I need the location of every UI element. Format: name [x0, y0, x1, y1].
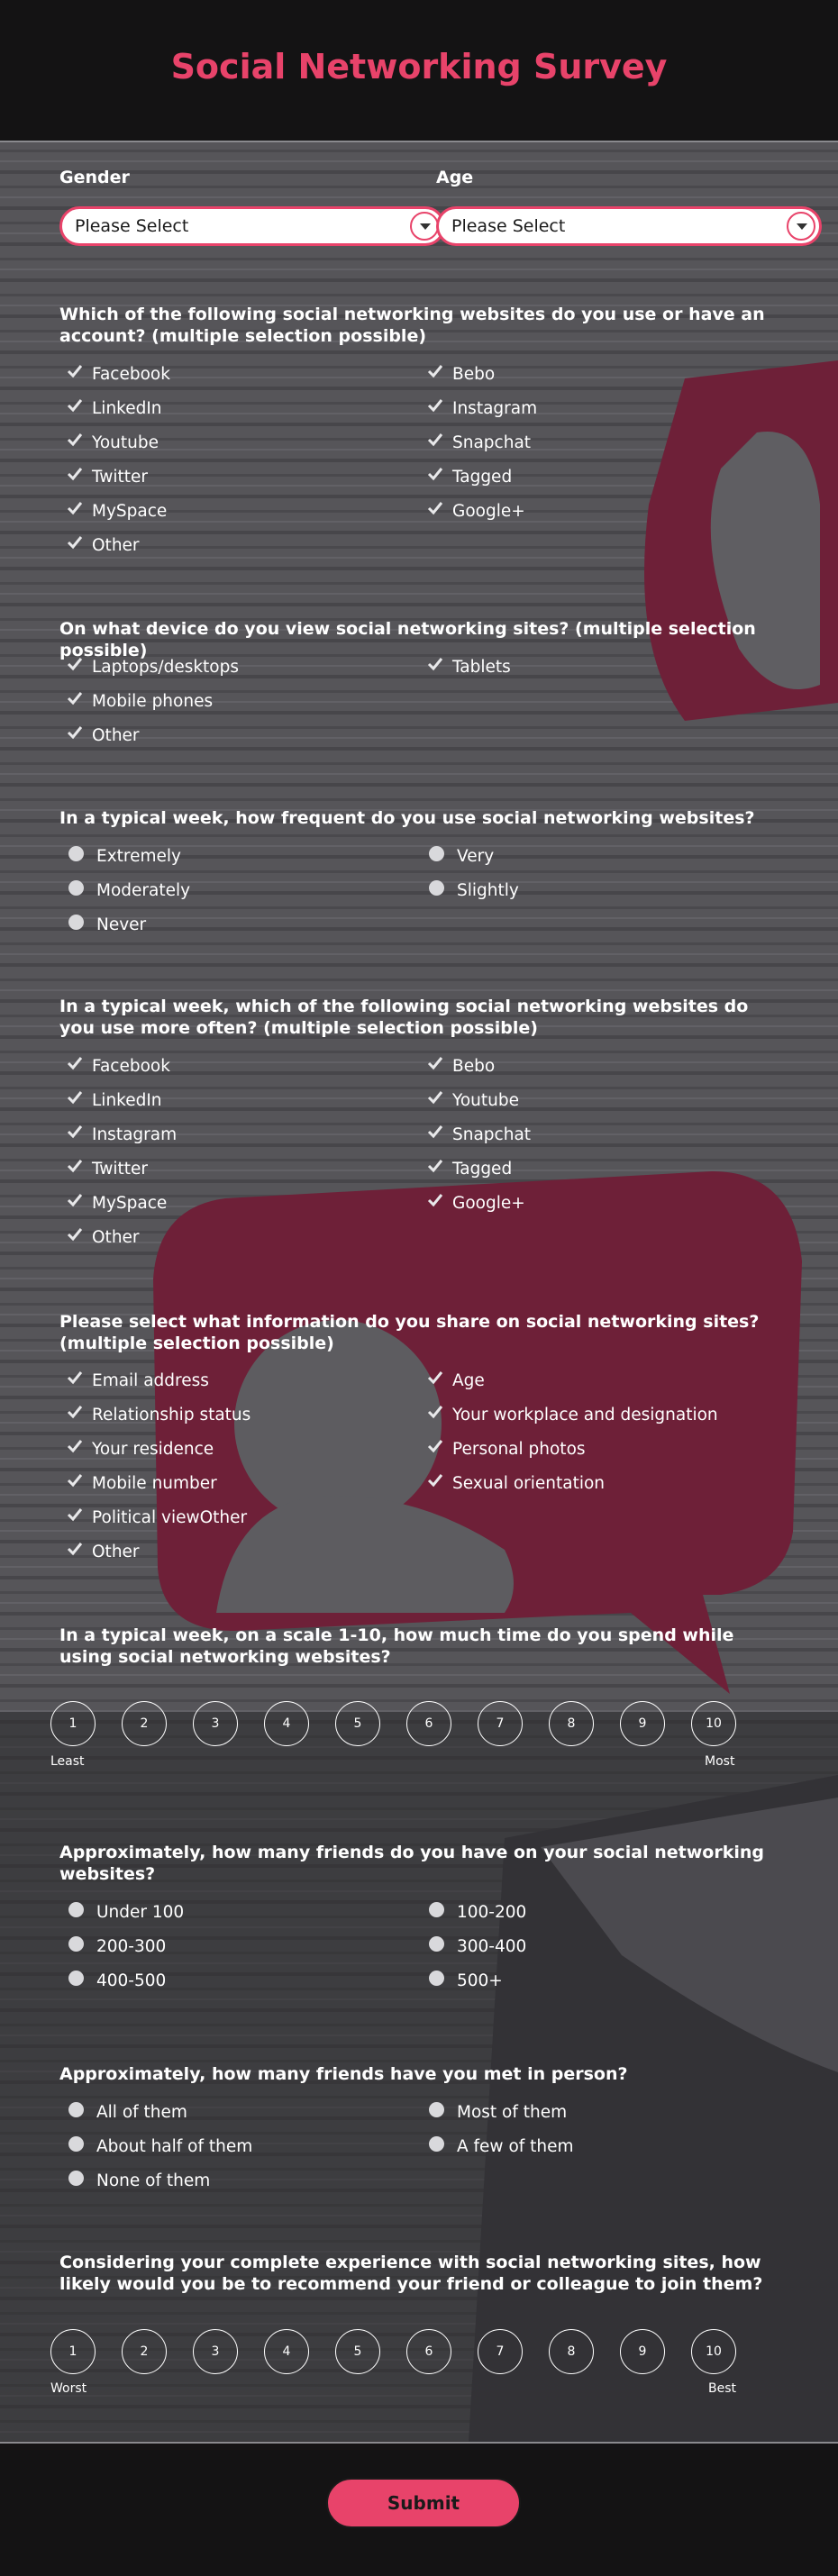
check-icon: [67, 690, 83, 706]
radio-option[interactable]: None of them: [59, 2171, 210, 2190]
check-icon: [67, 1506, 83, 1523]
scale-option[interactable]: 7: [478, 2329, 523, 2374]
checkbox-option[interactable]: Other: [59, 1543, 140, 1561]
scale-option[interactable]: 4: [264, 2329, 309, 2374]
radio-circle[interactable]: [68, 846, 84, 861]
check-icon: [67, 500, 83, 516]
question-friends-met: Approximately, how many friends have you met in person?: [59, 2064, 628, 2084]
checkbox-option[interactable]: Twitter: [59, 468, 148, 487]
check-icon: [427, 1192, 443, 1208]
radio-circle[interactable]: [429, 2102, 444, 2117]
scale-option[interactable]: 4: [264, 1701, 309, 1746]
checkbox-option[interactable]: Mobile phones: [59, 692, 213, 711]
checkbox-option[interactable]: Instagram: [420, 399, 537, 418]
question-information-shared: Please select what information do you share on social networking sites? (multiple selection possible): [59, 1312, 760, 1353]
checkbox-option[interactable]: MySpace: [59, 1194, 167, 1213]
age-select[interactable]: [436, 206, 822, 246]
checkbox-option[interactable]: MySpace: [59, 502, 167, 521]
check-icon: [427, 432, 443, 448]
chevron-down-icon[interactable]: [410, 212, 439, 241]
checkbox-option[interactable]: Tagged: [420, 468, 512, 487]
scale-option[interactable]: 8: [549, 1701, 594, 1746]
scale-option[interactable]: 8: [549, 2329, 594, 2374]
radio-circle[interactable]: [68, 1971, 84, 1986]
radio-option[interactable]: 100-200: [420, 1903, 526, 1922]
radio-circle[interactable]: [429, 1936, 444, 1952]
radio-circle[interactable]: [429, 2136, 444, 2152]
checkbox-option[interactable]: Google+: [420, 502, 525, 521]
check-icon: [67, 1226, 83, 1242]
scale-min-label: Least: [50, 1754, 85, 1769]
scale-option[interactable]: 2: [122, 1701, 167, 1746]
check-icon: [67, 432, 83, 448]
scale-option[interactable]: 6: [406, 2329, 451, 2374]
radio-circle[interactable]: [429, 1971, 444, 1986]
check-icon: [67, 1089, 83, 1106]
radio-circle[interactable]: [68, 915, 84, 930]
checkbox-option[interactable]: Sexual orientation: [420, 1474, 605, 1493]
check-icon: [67, 1055, 83, 1071]
radio-circle[interactable]: [68, 880, 84, 896]
age-label: Age: [436, 168, 474, 187]
check-icon: [427, 1124, 443, 1140]
check-icon: [67, 656, 83, 672]
checkbox-option[interactable]: Facebook: [59, 1057, 170, 1076]
radio-option[interactable]: 200-300: [59, 1937, 166, 1956]
radio-circle[interactable]: [68, 1902, 84, 1917]
checkbox-option[interactable]: Political viewOther: [59, 1508, 247, 1527]
checkbox-option[interactable]: Age: [420, 1371, 485, 1390]
gender-select-value: Please Select: [75, 216, 189, 236]
radio-option[interactable]: Very: [420, 847, 494, 866]
checkbox-option[interactable]: Twitter: [59, 1160, 148, 1179]
age-select-value: Please Select: [451, 216, 566, 236]
checkbox-option[interactable]: Facebook: [59, 365, 170, 384]
radio-option[interactable]: Most of them: [420, 2103, 567, 2122]
check-icon: [67, 363, 83, 379]
checkbox-option[interactable]: Tablets: [420, 658, 511, 677]
check-icon: [427, 466, 443, 482]
radio-option[interactable]: 400-500: [59, 1971, 166, 1990]
check-icon: [67, 1472, 83, 1488]
radio-circle[interactable]: [68, 2136, 84, 2152]
checkbox-option[interactable]: Youtube: [59, 433, 159, 452]
checkbox-option[interactable]: Your residence: [59, 1440, 214, 1459]
check-icon: [67, 1192, 83, 1208]
radio-circle[interactable]: [68, 2102, 84, 2117]
scale-max-label: Most: [705, 1754, 735, 1769]
question-recommend-scale: Considering your complete experience with social networking sites, how likely would you be to recommend your friend or colleague to join them?: [59, 2253, 763, 2294]
check-icon: [67, 1541, 83, 1557]
scale-option[interactable]: 3: [193, 2329, 238, 2374]
checkbox-option[interactable]: Relationship status: [59, 1406, 250, 1425]
checkbox-option[interactable]: LinkedIn: [59, 1091, 162, 1110]
radio-option[interactable]: All of them: [59, 2103, 187, 2122]
checkbox-option[interactable]: Other: [59, 1228, 140, 1247]
submit-button[interactable]: Submit: [326, 2478, 521, 2528]
check-icon: [67, 534, 83, 551]
check-icon: [427, 397, 443, 414]
check-icon: [67, 397, 83, 414]
checkbox-option[interactable]: Laptops/desktops: [59, 658, 239, 677]
checkbox-option[interactable]: Snapchat: [420, 1125, 531, 1144]
scale-option[interactable]: 9: [620, 1701, 665, 1746]
page-title: Social Networking Survey: [170, 47, 668, 86]
check-icon: [67, 1438, 83, 1454]
radio-option[interactable]: 300-400: [420, 1937, 526, 1956]
radio-option[interactable]: Never: [59, 915, 146, 934]
radio-circle[interactable]: [68, 2171, 84, 2186]
radio-circle[interactable]: [429, 1902, 444, 1917]
radio-option[interactable]: About half of them: [59, 2137, 252, 2156]
radio-option[interactable]: Under 100: [59, 1903, 184, 1922]
header: [0, 0, 838, 142]
check-icon: [427, 1158, 443, 1174]
check-icon: [427, 1370, 443, 1386]
check-icon: [67, 724, 83, 741]
check-icon: [67, 1370, 83, 1386]
gender-label: Gender: [59, 168, 130, 187]
checkbox-option[interactable]: Youtube: [420, 1091, 519, 1110]
question-friends-online: Approximately, how many friends do you have on your social networking websites?: [59, 1843, 764, 1884]
check-icon: [427, 1404, 443, 1420]
scale-option[interactable]: 1: [50, 1701, 96, 1746]
checkbox-option[interactable]: Other: [59, 726, 140, 745]
scale-option[interactable]: 5: [335, 1701, 380, 1746]
checkbox-option[interactable]: Snapchat: [420, 433, 531, 452]
checkbox-option[interactable]: Google+: [420, 1194, 525, 1213]
scale-min-label: Worst: [50, 2381, 87, 2396]
scale-option[interactable]: 6: [406, 1701, 451, 1746]
radio-option[interactable]: Extremely: [59, 847, 181, 866]
checkbox-option[interactable]: Instagram: [59, 1125, 177, 1144]
radio-option[interactable]: Slightly: [420, 881, 519, 900]
check-icon: [67, 1124, 83, 1140]
question-websites-used: Which of the following social networking websites do you use or have an account? (multiple selection possible): [59, 305, 765, 346]
scale-option[interactable]: 2: [122, 2329, 167, 2374]
question-devices: On what device do you view social networking sites? (multiple selection possible): [59, 619, 756, 660]
radio-circle[interactable]: [429, 846, 444, 861]
checkbox-option[interactable]: Bebo: [420, 1057, 495, 1076]
checkbox-option[interactable]: Tagged: [420, 1160, 512, 1179]
check-icon: [67, 1158, 83, 1174]
checkbox-option[interactable]: Mobile number: [59, 1474, 217, 1493]
checkbox-option[interactable]: Personal photos: [420, 1440, 586, 1459]
check-icon: [427, 656, 443, 672]
scale-max-label: Best: [708, 2381, 737, 2396]
gender-select[interactable]: [59, 206, 445, 246]
chevron-down-icon[interactable]: [787, 212, 815, 241]
question-time-scale: In a typical week, on a scale 1-10, how much time do you spend while using social networking websites?: [59, 1625, 734, 1667]
scale-option[interactable]: 3: [193, 1701, 238, 1746]
check-icon: [427, 1438, 443, 1454]
radio-option[interactable]: 500+: [420, 1971, 503, 1990]
checkbox-option[interactable]: Bebo: [420, 365, 495, 384]
radio-circle[interactable]: [68, 1936, 84, 1952]
radio-circle[interactable]: [429, 880, 444, 896]
question-frequency: In a typical week, how frequent do you use social networking websites?: [59, 808, 755, 828]
check-icon: [427, 363, 443, 379]
radio-option[interactable]: A few of them: [420, 2137, 574, 2156]
check-icon: [427, 1472, 443, 1488]
question-websites-often: In a typical week, which of the following social networking websites do you use more often? (multiple selection possible): [59, 997, 749, 1038]
check-icon: [427, 1055, 443, 1071]
scale-option[interactable]: 5: [335, 2329, 380, 2374]
scale-option[interactable]: 9: [620, 2329, 665, 2374]
scale-option[interactable]: 7: [478, 1701, 523, 1746]
checkbox-option[interactable]: Your workplace and designation: [420, 1406, 718, 1425]
scale-option[interactable]: 10: [691, 1701, 736, 1746]
checkbox-option[interactable]: Other: [59, 536, 140, 555]
scale-option[interactable]: 10: [691, 2329, 736, 2374]
checkbox-option[interactable]: LinkedIn: [59, 399, 162, 418]
check-icon: [427, 500, 443, 516]
checkbox-option[interactable]: Email address: [59, 1371, 209, 1390]
check-icon: [67, 1404, 83, 1420]
check-icon: [67, 466, 83, 482]
check-icon: [427, 1089, 443, 1106]
scale-option[interactable]: 1: [50, 2329, 96, 2374]
radio-option[interactable]: Moderately: [59, 881, 190, 900]
